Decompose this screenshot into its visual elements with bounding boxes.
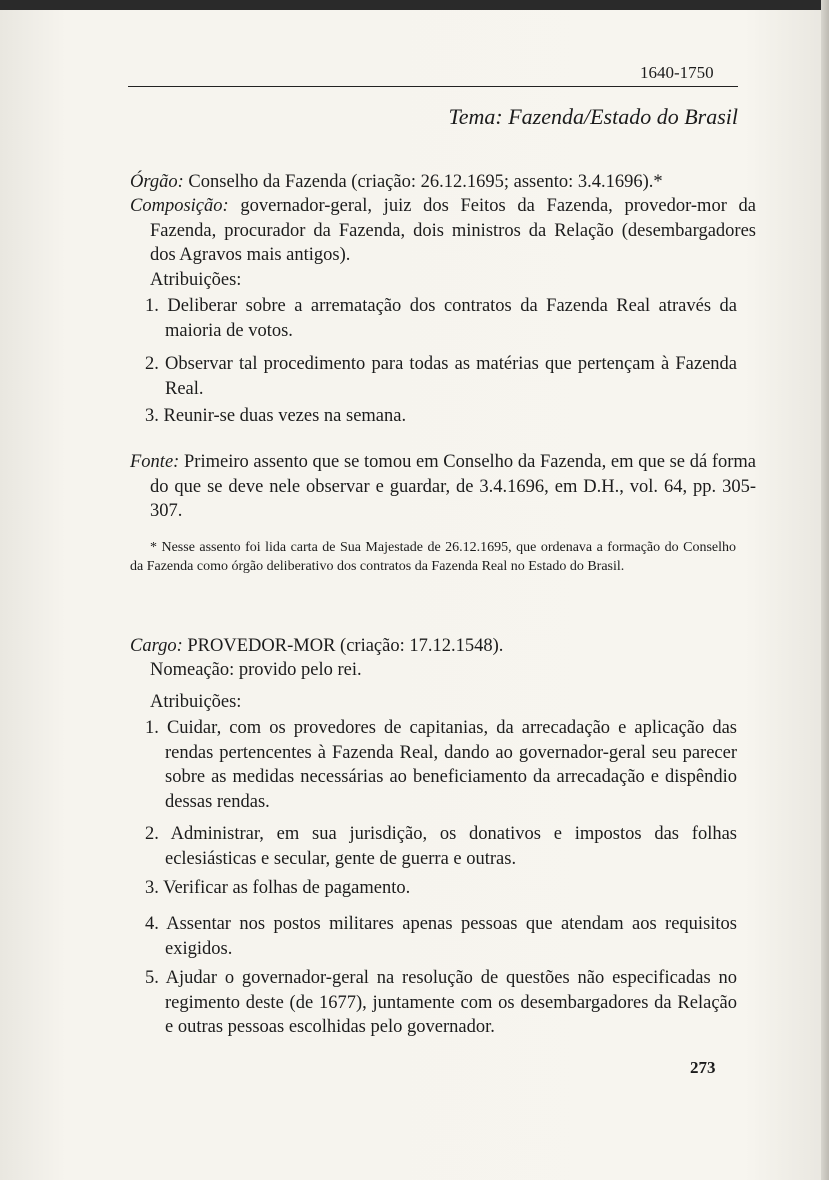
cargo-label: Cargo: <box>130 636 183 656</box>
right-scan-edge <box>821 0 829 1180</box>
atribuicao-item: 1. Deliberar sobre a arrematação dos contratos da Fazenda Real através da maioria de votos. <box>145 296 737 341</box>
atribuicao-item: 2. Administrar, em sua jurisdição, os donativos e impostos das folhas eclesiásticas e secular, gente de guerra e outras. <box>145 824 737 869</box>
nomeacao-line: Nomeação: provido pelo rei. <box>150 660 362 680</box>
orgao-paragraph <box>130 170 756 195</box>
composicao-label: Composição: <box>130 196 229 216</box>
atribuicao-item: 1. Cuidar, com os provedores de capitanias, da arrecadação e aplicação das rendas pertencentes à Fazenda Real, dando ao governador-geral seu parecer sobre as medidas necessárias ao beneficiamento da arrecadação e dispêndio dessas rendas. <box>145 718 737 812</box>
atribuicao-item: 2. Observar tal procedimento para todas as matérias que pertençam à Fazenda Real. <box>145 354 737 399</box>
atribuicoes-label-1: Atribuições: <box>150 270 242 290</box>
page-number: 273 <box>690 1058 716 1077</box>
section-theme-title: Tema: Fazenda/Estado do Brasil <box>448 104 738 129</box>
atribuicao-item: 4. Assentar nos postos militares apenas pessoas que atendam aos requisitos exigidos. <box>145 914 737 959</box>
footnote: * Nesse assento foi lida carta de Sua Majestade de 26.12.1695, que ordenava a formação do Conselho da Fazenda como órgão deliberativo dos contratos da Fazenda Real no Estado do Brasil. <box>130 540 736 574</box>
fonte-paragraph <box>130 450 756 524</box>
composicao-paragraph <box>130 194 756 268</box>
atribuicao-item: 5. Ajudar o governador-geral na resolução de questões não especificadas no regimento deste (de 1677), juntamente com os desembargadores da Relação e outras pessoas escolhidas pelo governador. <box>145 968 737 1037</box>
atribuicao-item: 3. Reunir-se duas vezes na semana. <box>145 406 407 426</box>
composicao-text: governador-geral, juiz dos Feitos da Fazenda, provedor-mor da Fazenda, procurador da Fazenda, dois ministros da Relação (desembargadores dos Agravos mais antigos). <box>150 196 757 265</box>
fonte-text: Primeiro assento que se tomou em Conselho da Fazenda, em que se dá forma do que se deve nele observar e guardar, de 3.4.1696, em D.H., vol. 64, pp. 305-307. <box>150 452 757 521</box>
header-rule <box>128 86 738 87</box>
top-scan-edge <box>0 0 829 10</box>
cargo-text: PROVEDOR-MOR (criação: 17.12.1548). <box>187 636 504 656</box>
atribuicao-item: 3. Verificar as folhas de pagamento. <box>145 878 411 898</box>
running-header-years: 1640-1750 <box>640 63 714 82</box>
orgao-text: Conselho da Fazenda (criação: 26.12.1695; assento: 3.4.1696).* <box>188 172 663 192</box>
orgao-label: Órgão: <box>130 172 184 192</box>
fonte-label: Fonte: <box>130 452 180 472</box>
cargo-paragraph <box>130 634 756 659</box>
atribuicoes-label-2: Atribuições: <box>150 692 242 712</box>
